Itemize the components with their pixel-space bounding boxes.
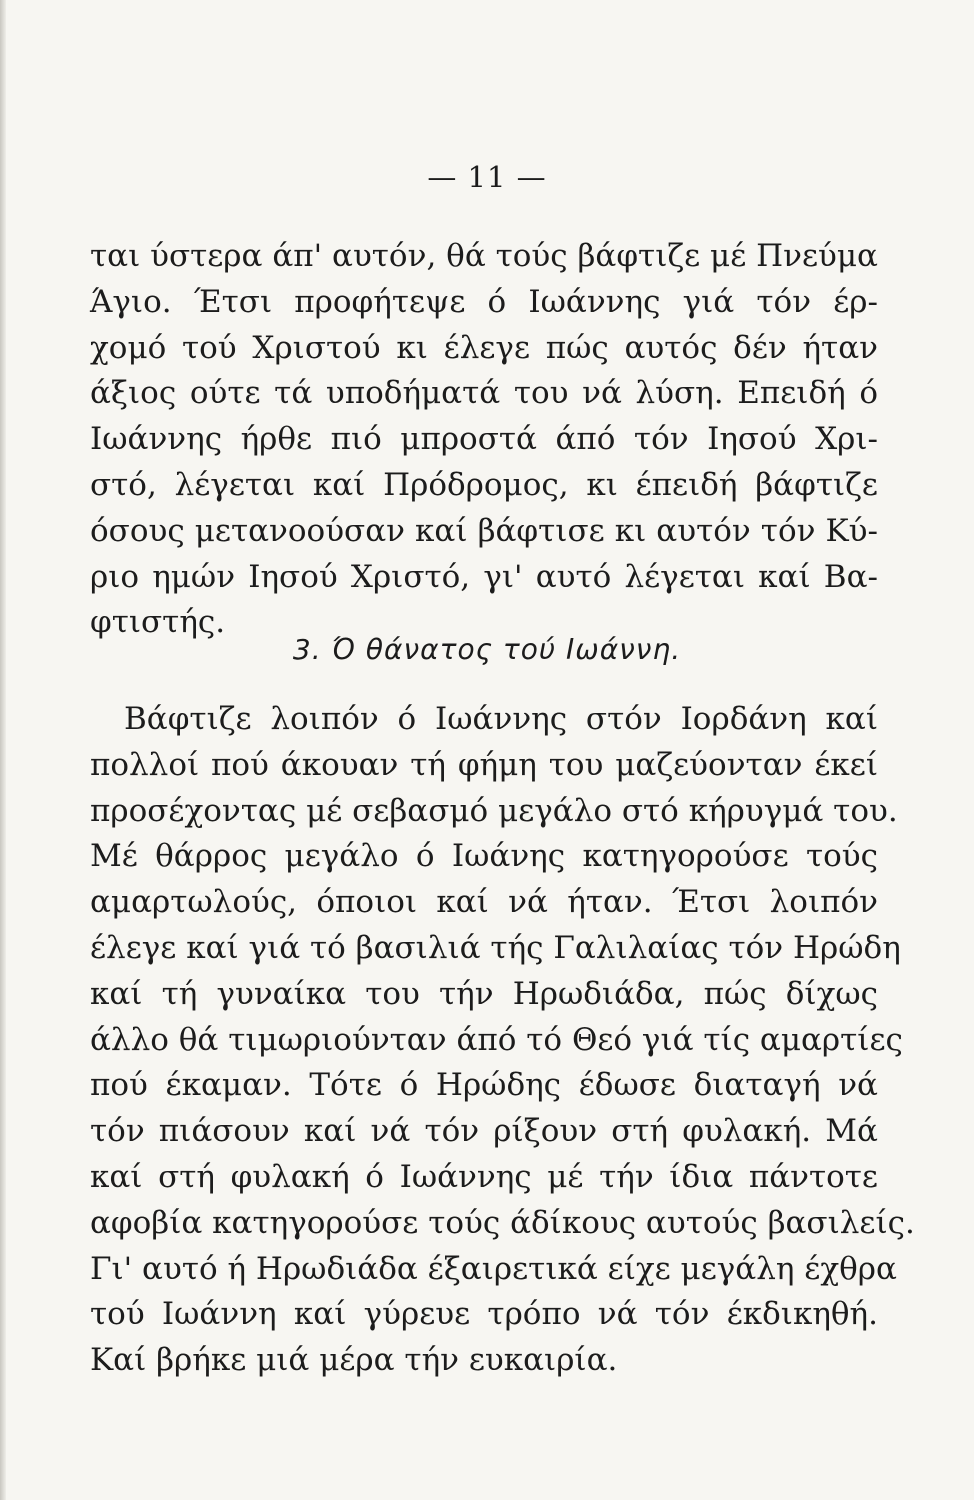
text-line: καί τή γυναίκα του τήν Ηρωδιάδα, πώς δίχως [90, 975, 878, 1012]
text-line: ται ύστερα άπ' αυτόν, θά τούς βάφτιζε μέ Πνεύμα [90, 238, 878, 274]
page-edge-shadow [0, 0, 6, 1500]
text-line: προσέχοντας μέ σεβασμό μεγάλο στό κήρυγμά του. [90, 792, 898, 829]
text-line: φτιστής. [90, 604, 226, 641]
section-heading: 3. Ό θάνατος τού Ιωάννη. [292, 633, 682, 666]
text-line: αμαρτωλούς, όποιοι καί νά ήταν. Έτσι λοιπόν [90, 884, 878, 921]
text-line: Γι' αυτό ή Ηρωδιάδα έξαιρετικά είχε μεγάλη έχθρα [90, 1250, 897, 1287]
page-number: — 11 — [427, 160, 547, 194]
text-line: Μέ θάρρος μεγάλο ό Ιωάνης κατηγορούσε τούς [90, 838, 878, 875]
text-line: αφοβία κατηγορούσε τούς άδίκους αυτούς βασιλείς. [90, 1204, 915, 1241]
text-line: Βάφτιζε λοιπόν ό Ιωάννης στόν Ιορδάνη καί [124, 701, 878, 737]
text-line: Καί βρήκε μιά μέρα τήν ευκαιρία. [90, 1342, 618, 1379]
text-line: Ιωάννης ήρθε πιό μπροστά άπό τόν Ιησού Χρι- [90, 421, 878, 458]
text-line: πού έκαμαν. Τότε ό Ηρώδης έδωσε διαταγή νά [90, 1067, 878, 1104]
text-line: πολλοί πού άκουαν τή φήμη του μαζεύονταν έκεί [90, 746, 878, 783]
text-line: χομό τού Χριστού κι έλεγε πώς αυτός δέν ήταν [90, 329, 878, 366]
text-line: τόν πιάσουν καί νά τόν ρίξουν στή φυλακή. Μά [90, 1113, 878, 1150]
text-line: άλλο θά τιμωριούνταν άπό τό Θεό γιά τίς αμαρτίες [90, 1021, 903, 1058]
paragraph-1 [90, 234, 878, 646]
paragraph-2 [90, 697, 915, 1384]
text-line: στό, λέγεται καί Πρόδρομος, κι έπειδή βάφτιζε [90, 466, 878, 503]
text-line: τού Ιωάννη καί γύρευε τρόπο νά τόν έκδικηθή. [90, 1296, 878, 1333]
text-line: ριο ημών Ιησού Χριστό, γι' αυτό λέγεται καί Βα- [90, 558, 878, 595]
text-line: Άγιο. Έτσι προφήτεψε ό Ιωάννης γιά τόν έρ- [90, 283, 878, 320]
text-line: έλεγε καί γιά τό βασιλιά τής Γαλιλαίας τόν Ηρώδη [90, 929, 901, 966]
text-line: άξιος ούτε τά υποδήματά του νά λύση. Επειδή ό [90, 375, 878, 412]
text-line: όσους μετανοούσαν καί βάφτισε κι αυτόν τόν Κύ- [90, 512, 878, 549]
text-line: καί στή φυλακή ό Ιωάννης μέ τήν ίδια πάντοτε [90, 1158, 878, 1195]
